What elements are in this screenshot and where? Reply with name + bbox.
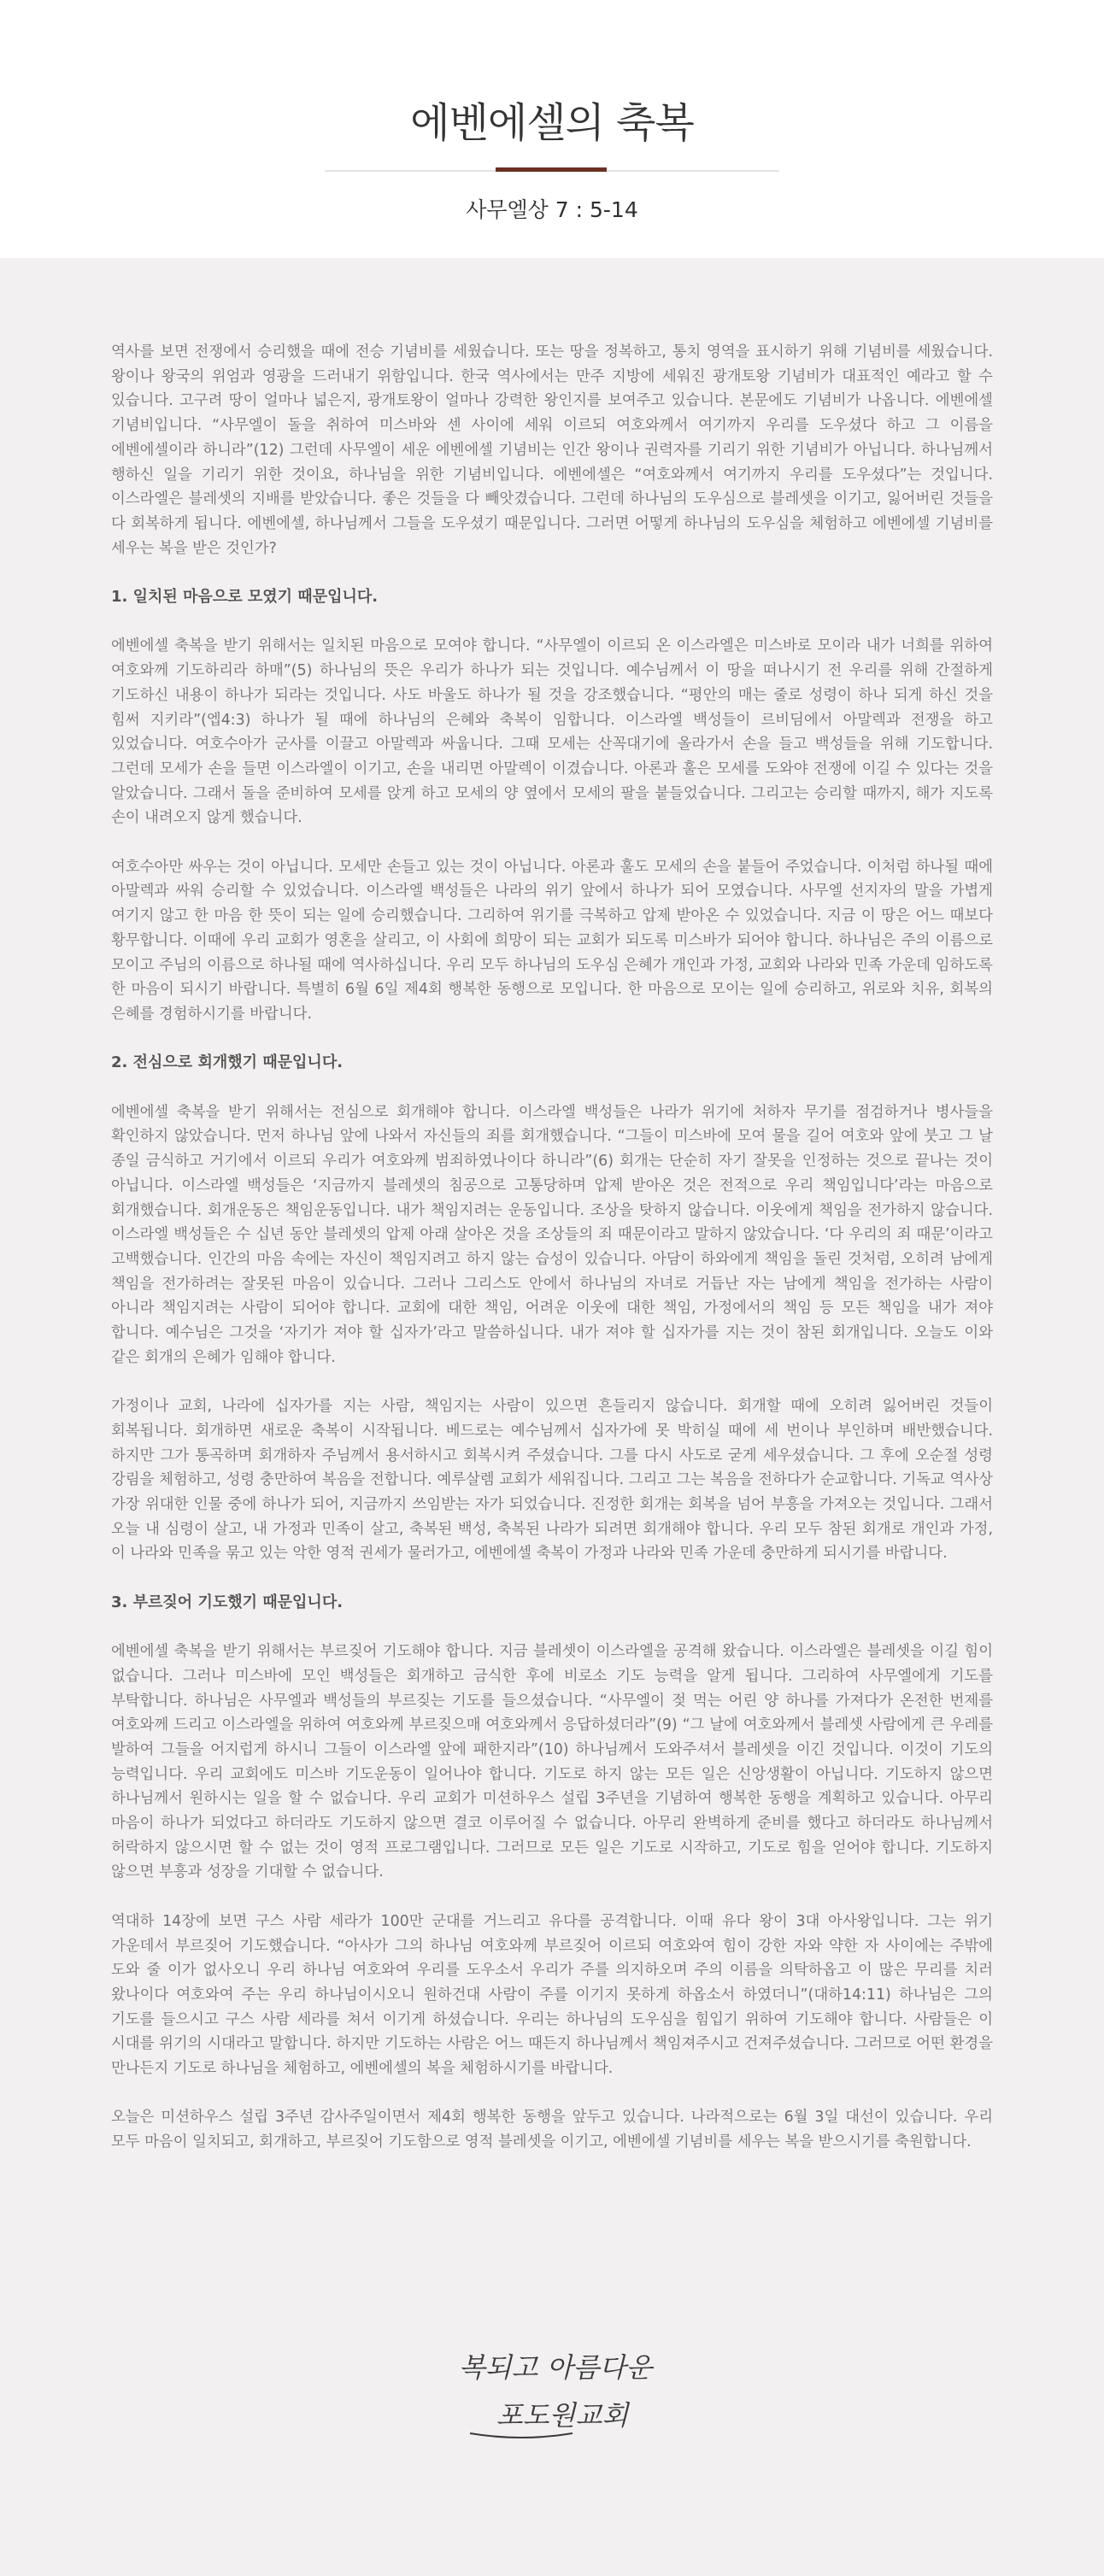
scripture-reference: 사무엘상 7 : 5-14 — [466, 197, 638, 222]
section-heading: 2. 전심으로 회개했기 때문입니다. — [111, 1053, 344, 1072]
paragraph: 에벤에셀 축복을 받기 위해서는 부르짖어 기도해야 합니다. 지금 블레셋이 이스라엘을 공격해 왔습니다. 이스라엘은 블레셋을 이길 힘이 없습니다. 그러나 미스바에 모인 백성들은 회개하고 금식한 후에 비로소 기도 능력을 알게 됩니다. 그리하여 사무엘에게 기도를 부탁합니다. 하나님은 사무엘과 백성들의 부르짖는 기도를 들으셨습니다. “사무엘이 젖 먹는 어린 양 하나를 가져다가 온전한 번제를 여호와께 드리고 이스라엘을 위하여 여호와께 부르짖으매 여호와께서 응답하셨더라”(9) “그 날에 여호와께서 블레셋 사람에게 큰 우레를 발하여 그들을 어지럽게 하시니 그들이 이스라엘 앞에 패한지라”(10) 하나님께서 도와주셔서 블레셋을 이긴 것입니다. 이것이 기도의 능력입니다. 우리 교회에도 미스바 기도운동이 일어나야 합니다. 기도로 하지 않는 모든 일은 신앙생활이 아닙니다. 기도하지 않으면 하나님께서 원하시는 일을 할 수 없습니다. 우리 교회가 미션하우스 설립 3주년을 기념하여 행복한 동행을 계획하고 있습니다. 아무리 마음이 하나가 되었다고 하더라도 기도하지 않으면 결코 이루어질 수 없습니다. 아무리 완벽하게 준비를 했다고 하더라도 하나님께서 허락하지 않으시면 할 수 없는 것이 영적 프로그램입니다. 그러므로 모든 일은 기도로 시작하고, 기도로 힘을 얻어야 합니다. 기도하지 않으면 부흥과 성장을 기대할 수 없습니다. — [111, 1643, 993, 1881]
section-heading: 1. 일치된 마음으로 모였기 때문입니다. — [111, 588, 379, 607]
paragraph: 여호수아만 싸우는 것이 아닙니다. 모세만 손들고 있는 것이 아닙니다. 아론과 훌도 모세의 손을 붙들어 주었습니다. 이처럼 하나될 때에 아말렉과 싸워 승리할 수 있었습니다. 이스라엘 백성들은 나라의 위기 앞에서 하나가 되어 모였습니다. 사무엘 선지자의 말을 가볍게 여기지 않고 한 마음 한 뜻이 되는 일에 승리했습니다. 그리하여 위기를 극복하고 압제 받아온 수 있었습니다. 지금 이 땅은 어느 때보다 황무합니다. 이때에 우리 교회가 영혼을 살리고, 이 사회에 희망이 되는 교회가 되도록 미스바가 되어야 합니다. 하나님은 주의 이름으로 모이고 주님의 이름으로 하나될 때에 역사하십니다. 우리 모두 하나님의 도우심 은혜가 개인과 가정, 교회와 나라와 민족 가운데 임하도록 한 마음이 되시기 바랍니다. 특별히 6월 6일 제4회 행복한 동행으로 모입니다. 한 마음으로 모이는 일에 승리하고, 위로와 치유, 회복의 은혜를 경험하시기를 바랍니다. — [111, 858, 993, 1023]
paragraph: 에벤에셀 축복을 받기 위해서는 일치된 마음으로 모여야 합니다. “사무엘이 이르되 온 이스라엘은 미스바로 모이라 내가 너희를 위하여 여호와께 기도하리라 하매”(5) 하나님의 뜻은 우리가 하나가 되는 것입니다. 예수님께서 이 땅을 떠나시기 전 우리를 위해 간절하게 기도하신 내용이 하나가 되라는 것입니다. 사도 바울도 하나가 될 것을 강조했습니다. “평안의 매는 줄로 성령이 하나 되게 하신 것을 힘써 지키라”(엡4:3) 하나가 될 때에 하나님의 은혜와 축복이 임합니다. 이스라엘 백성들이 르비딤에서 아말렉과 전쟁을 하고 있었습니다. 여호수아가 군사를 이끌고 아말렉과 싸웁니다. 그때 모세는 산꼭대기에 올라가서 손을 들고 백성들을 위해 기도합니다. 그런데 모세가 손을 들면 이스라엘이 이기고, 손을 내리면 아말렉이 이겼습니다. 아론과 훌은 모세를 도와야 전쟁에 이길 수 있다는 것을 알았습니다. 그래서 돌을 준비하여 모세를 앉게 하고 모세의 양 옆에서 모세의 팔을 붙들었습니다. 그리고는 승리할 때까지, 해가 지도록 손이 내려오지 않게 했습니다. — [111, 637, 993, 827]
page-title: 에벤에셀의 축복 — [410, 99, 694, 147]
section-heading: 3. 부르짖어 기도했기 때문입니다. — [111, 1593, 344, 1611]
paragraph: 역사를 보면 전쟁에서 승리했을 때에 전승 기념비를 세웠습니다. 또는 땅을 정복하고, 통치 영역을 표시하기 위해 기념비를 세웠습니다. 왕이나 왕국의 위엄과 영광을 드러내기 위함입니다. 한국 역사에서는 만주 지방에 세워진 광개토왕 기념비가 대표적인 예라고 할 수 있습니다. 고구려 땅이 얼마나 넓은지, 광개토왕이 얼마나 강력한 왕인지를 보여주고 있습니다. 본문에도 기념비가 나옵니다. 에벤에셀 기념비입니다. “사무엘이 돌을 취하여 미스바와 센 사이에 세워 이르되 여호와께서 여기까지 우리를 도우셨다 하고 그 이름을 에벤에셀이라 하니라”(12) 그런데 사무엘이 세운 에벤에셀 기념비는 인간 왕이나 권력자를 기리기 위한 기념비가 아닙니다. 하나님께서 행하신 일을 기리기 위한 것이요, 하나님을 위한 기념비입니다. 에벤에셀은 “여호와께서 여기까지 우리를 도우셨다”는 것입니다. 이스라엘은 블레셋의 지배를 받았습니다. 좋은 것들을 다 빼앗겼습니다. 그런데 하나님의 도우심으로 블레셋을 이기고, 잃어버린 것들을 다 회복하게 됩니다. 에벤에셀, 하나님께서 그들을 도우셨기 때문입니다. 그러면 어떻게 하나님의 도우심을 체험하고 에벤에셀 기념비를 세우는 복을 받은 것인가? — [111, 343, 993, 557]
logo-line-2: 포도원교회 — [496, 2399, 629, 2432]
page-header — [0, 0, 1104, 258]
paragraph: 역대하 14장에 보면 구스 사람 세라가 100만 군대를 거느리고 유다를 공격합니다. 이때 유다 왕이 3대 아사왕입니다. 그는 위기 가운데서 부르짖어 기도했습니다. “아사가 그의 하나님 여호와께 부르짖어 이르되 여호와여 힘이 강한 자와 약한 자 사이에는 주밖에 도와 줄 이가 없사오니 우리 하나님 여호와여 우리를 도우소서 우리가 주를 의지하오며 주의 이름을 의탁하옵고 이 많은 무리를 치러 왔나이다 여호와여 주는 우리 하나님이시오니 원하건대 사람이 주를 이기지 못하게 하옵소서 하였더니”(대하14:11) 하나님은 그의 기도를 들으시고 구스 사람 세라를 쳐서 이기게 하셨습니다. 우리는 하나님의 도우심을 힘입기 위하여 기도해야 합니다. 사람들은 이 시대를 위기의 시대라고 말합니다. 하지만 기도하는 사람은 어느 때든지 하나님께서 책임져주시고 건져주셨습니다. 그러므로 어떤 환경을 만나든지 기도로 하나님을 체험하고, 에벤에셀의 복을 체험하시기를 바랍니다. — [111, 1912, 993, 2078]
logo-underline — [470, 2433, 573, 2438]
logo-line-1: 복되고 아름다운 — [458, 2351, 653, 2384]
paragraph: 에벤에셀 축복을 받기 위해서는 전심으로 회개해야 합니다. 이스라엘 백성들은 나라가 위기에 처하자 무기를 점검하거나 병사들을 확인하지 않았습니다. 먼저 하나님 앞에 나와서 자신들의 죄를 회개했습니다. “그들이 미스바에 모여 물을 길어 여호와 앞에 붓고 그 날 종일 금식하고 거기에서 이르되 우리가 여호와께 범죄하였나이다 하니라”(6) 회개는 단순히 자기 잘못을 인정하는 것으로 끝나는 것이 아닙니다. 이스라엘 백성들은 ‘지금까지 블레셋의 침공으로 고통당하며 압제 받아온 것은 전적으로 우리 책임입니다’라는 마음으로 회개했습니다. 회개운동은 책임운동입니다. 내가 책임지려는 운동입니다. 조상을 탓하지 않습니다. 이웃에게 책임을 전가하지 않습니다. 이스라엘 백성들은 수 십년 동안 블레셋의 압제 아래 살아온 것을 조상들의 죄 때문이라고 말하지 않았습니다. ‘다 우리의 죄 때문’이라고 고백했습니다. 인간의 마음 속에는 자신이 책임지려고 하지 않는 습성이 있습니다. 아담이 하와에게 책임을 돌린 것처럼, 오히려 남에게 책임을 전가하려는 잘못된 마음이 있습니다. 그러나 그리스도 안에서 하나님의 자녀로 거듭난 자는 남에게 책임을 전가하는 사람이 아니라 책임지려는 사람이 되어야 합니다. 교회에 대한 책임, 어려운 이웃에 대한 책임, 가정에서의 책임 등 모든 책임을 내가 져야 합니다. 예수님은 그것을 ‘자기가 져야 할 십자가’라고 말씀하십니다. 내가 져야 할 십자가를 지는 것이 참된 회개입니다. 오늘도 이와 같은 회개의 은혜가 임해야 합니다. — [111, 1103, 993, 1366]
paragraph: 오늘은 미션하우스 설립 3주년 감사주일이면서 제4회 행복한 동행을 앞두고 있습니다. 나라적으로는 6월 3일 대선이 있습니다. 우리 모두 마음이 일치되고, 회개하고, 부르짖어 기도함으로 영적 블레셋을 이기고, 에벤에셀 기념비를 세우는 복을 받으시기를 축원합니다. — [111, 2109, 993, 2151]
church-logo — [444, 2324, 667, 2461]
paragraph: 가정이나 교회, 나라에 십자가를 지는 사람, 책임지는 사람이 있으면 흔들리지 않습니다. 회개할 때에 오히려 잃어버린 것들이 회복됩니다. 회개하면 새로운 축복이 시작됩니다. 베드로는 예수님께서 십자가에 못 박히실 때에 세 번이나 부인하며 배반했습니다. 하지만 그가 통곡하며 회개하자 주님께서 용서하시고 회복시켜 주셨습니다. 그를 다시 사도로 굳게 세우셨습니다. 그 후에 오순절 성령 강림을 체험하고, 성령 충만하여 복음을 전합니다. 예루살렘 교회가 세워집니다. 그리고 그는 복음을 전하다가 순교합니다. 기독교 역사상 가장 위대한 인물 중에 하나가 되어, 지금까지 쓰임받는 자가 되었습니다. 진정한 회개는 회복을 넘어 부흥을 가져오는 것입니다. 그래서 오늘 내 심령이 살고, 내 가정과 민족이 살고, 축복된 백성, 축복된 나라가 되려면 회개해야 합니다. 우리 모두 참된 회개로 개인과 가정, 이 나라와 민족을 묶고 있는 악한 영적 권세가 물러가고, 에벤에셀 축복이 가정과 나라와 민족 가운데 충만하게 되시기를 바랍니다. — [111, 1398, 993, 1563]
title-accent-bar — [496, 167, 607, 172]
sermon-body — [111, 340, 993, 2180]
